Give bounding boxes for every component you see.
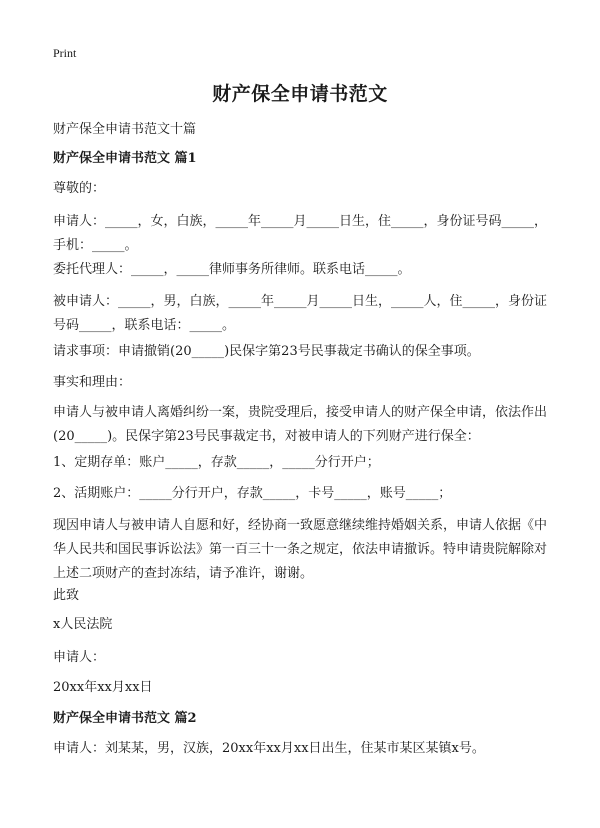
document-title: 财产保全申请书范文 bbox=[212, 83, 388, 105]
agent-info: 委托代理人：_____，_____律师事务所律师。联系电话_____。 bbox=[53, 262, 411, 277]
respondent-info: 被申请人：_____，男，白族，_____年_____月_____日生，_____人，住_____，身份证号码_____，联系电话：_____。 bbox=[53, 294, 548, 333]
reason-paragraph: 现因申请人与被申请人自愿和好，经协商一致愿意继续维持婚姻关系，申请人依据《中华人民共和国民事诉讼法》第一百三十一条之规定，依法申请撤诉。特申请贵院解除对上述二项财产的查封冻结，请予准许，谢谢。 bbox=[53, 518, 548, 581]
applicant-info: 申请人：_____，女，白族，_____年_____月_____日生，住_____，身份证号码_____，手机：_____。 bbox=[53, 214, 548, 253]
facts-heading: 事实和理由： bbox=[53, 375, 132, 390]
court-name: x人民法院 bbox=[53, 617, 113, 632]
request-line: 请求事项：申请撤销(20_____)民保字第23号民事裁定书确认的保全事项。 bbox=[53, 344, 480, 359]
greeting-line: 尊敬的： bbox=[53, 181, 106, 196]
date-line: 20xx年xx月xx日 bbox=[53, 680, 153, 695]
print-label: Print bbox=[53, 46, 77, 60]
section1-heading: 财产保全申请书范文 篇1 bbox=[53, 151, 197, 166]
signature-line: 申请人： bbox=[53, 650, 106, 665]
section2-heading: 财产保全申请书范文 篇2 bbox=[53, 711, 197, 726]
facts-paragraph: 申请人与被申请人离婚纠纷一案，贵院受理后，接受申请人的财产保全申请，依法作出(20_____)。民保字第23号民事裁定书，对被申请人的下列财产进行保全： bbox=[53, 405, 548, 444]
document-subtitle: 财产保全申请书范文十篇 bbox=[53, 122, 197, 137]
closing-line: 此致 bbox=[53, 588, 80, 603]
item-current-account: 2、活期账户：_____分行开户，存款_____，卡号_____，账号_____； bbox=[53, 486, 452, 501]
section2-applicant: 申请人：刘某某，男，汉族，20xx年xx月xx日出生，住某市某区某镇x号。 bbox=[53, 741, 485, 756]
item-fixed-deposit: 1、定期存单：账户_____，存款_____，_____分行开户； bbox=[53, 455, 380, 470]
